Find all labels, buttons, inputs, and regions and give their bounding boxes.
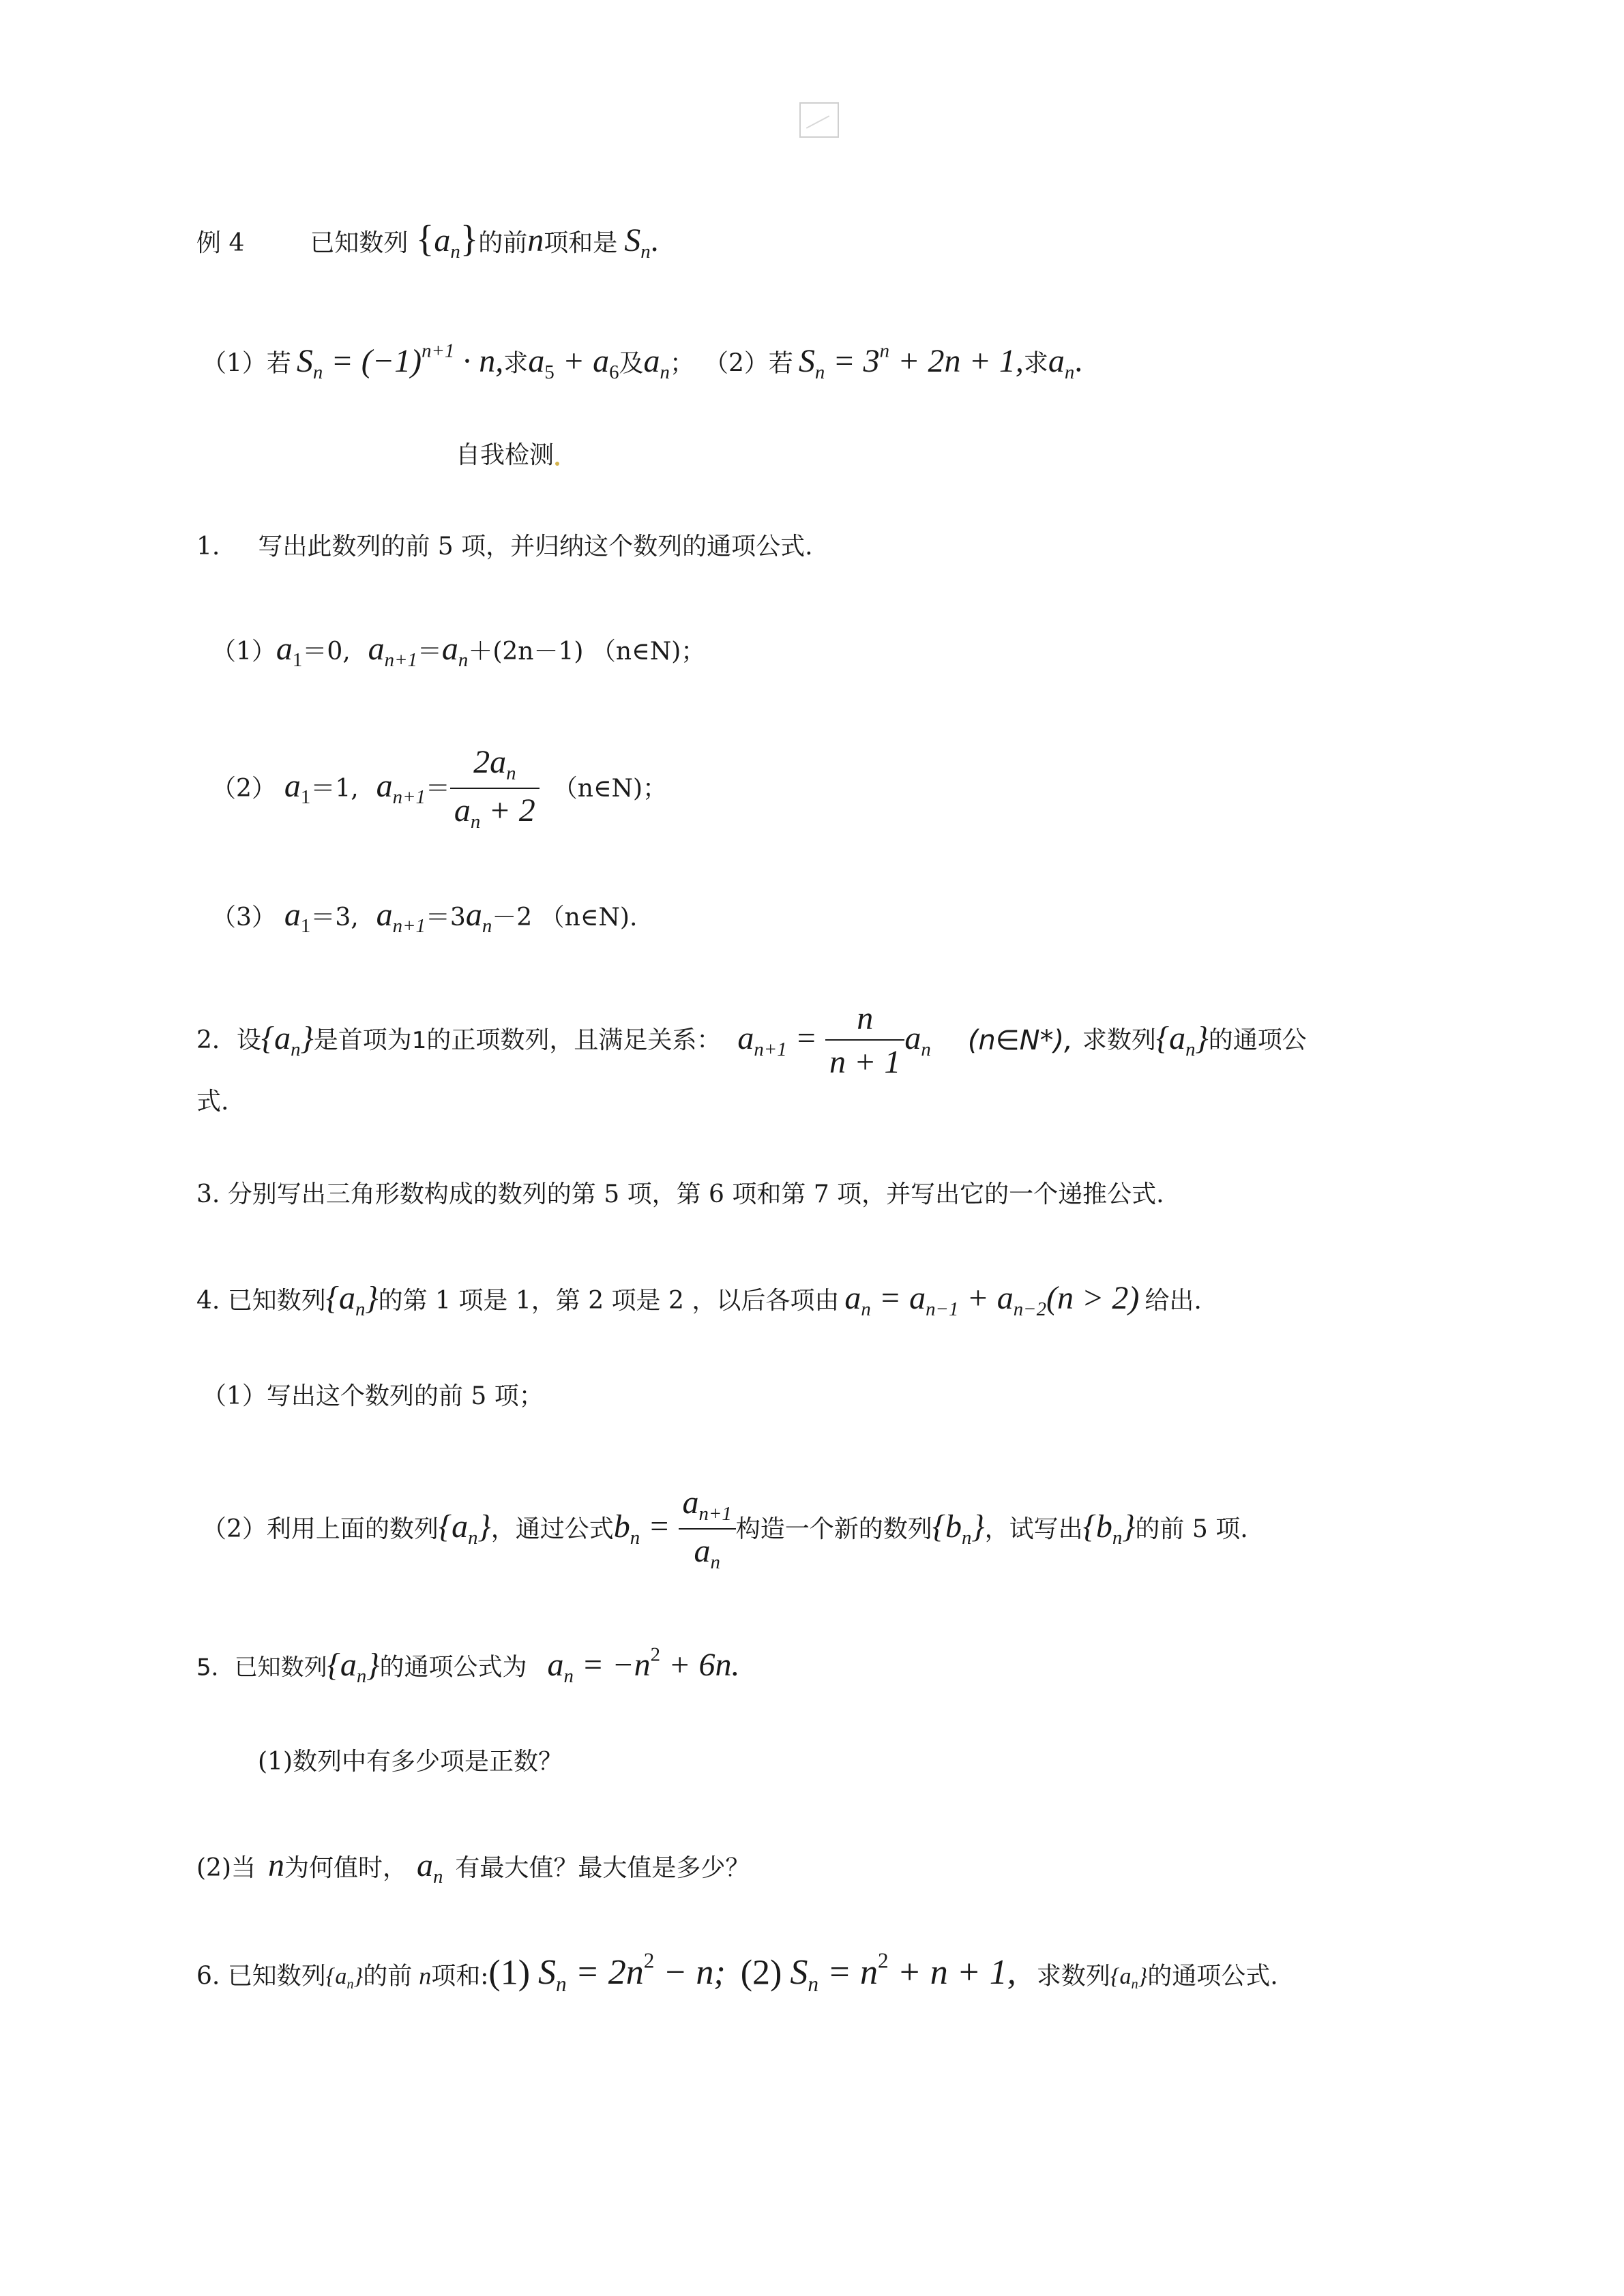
math-a1 bbox=[284, 897, 311, 938]
math-token: 2 bbox=[878, 1949, 889, 1973]
question-text: 3. 分别写出三角形数构成的数列的第 5 项，第 6 项和第 7 项，并写出它的一个递推公式. bbox=[196, 1180, 1164, 1208]
math-token: n bbox=[829, 1044, 846, 1080]
period: . bbox=[650, 222, 659, 258]
math-token: b bbox=[613, 1508, 630, 1545]
math-token: n bbox=[346, 1977, 354, 1993]
math-token: n bbox=[468, 1527, 478, 1549]
math-token: n bbox=[291, 1038, 301, 1060]
math-token: } bbox=[353, 1964, 364, 1990]
question-4-part-1 bbox=[202, 1384, 544, 1409]
math-token: 2 bbox=[643, 1949, 655, 1973]
math-token: a bbox=[376, 897, 393, 933]
math-general-term bbox=[547, 1643, 740, 1687]
math-token: a bbox=[335, 1964, 347, 1990]
math-token: 1 bbox=[300, 915, 311, 938]
math-token: n+1 bbox=[384, 649, 417, 672]
example-label: 例 4 bbox=[196, 229, 245, 257]
math-token: a bbox=[454, 792, 471, 829]
question-1-part-3 bbox=[211, 899, 637, 936]
math-token: n bbox=[1064, 361, 1075, 383]
math-token: a bbox=[643, 342, 660, 379]
math-token: a bbox=[490, 744, 507, 780]
math-token: a bbox=[465, 897, 482, 933]
math-token: { bbox=[1082, 1508, 1096, 1545]
math-token: = bbox=[640, 1508, 679, 1545]
text: 项和: bbox=[431, 1962, 489, 1991]
part-label: （2） bbox=[211, 774, 276, 803]
math-sequence-a bbox=[415, 218, 479, 263]
math-token: n bbox=[640, 241, 651, 263]
math-token: n bbox=[433, 1866, 443, 1888]
math-token: n bbox=[1185, 1038, 1196, 1060]
math-token: 2 bbox=[473, 744, 490, 780]
math-an1 bbox=[737, 1019, 826, 1060]
math-bn bbox=[613, 1508, 679, 1549]
math-sequence-a bbox=[438, 1508, 491, 1549]
math-token: n+1 bbox=[392, 915, 426, 938]
math-token: a bbox=[682, 1485, 699, 1521]
text: ，试写出 bbox=[984, 1515, 1083, 1543]
text: (2)当 bbox=[196, 1854, 256, 1882]
math-token: = 2n bbox=[566, 1953, 644, 1993]
question-number: 1. bbox=[196, 533, 220, 561]
math-a5-plus-a6 bbox=[528, 342, 619, 383]
text: 是首项为 bbox=[313, 1026, 412, 1054]
math-sequence-a-small bbox=[325, 1964, 364, 1993]
math-sum-2 bbox=[790, 1949, 1016, 1997]
math-token: n bbox=[857, 1000, 874, 1037]
question-number: 2．设 bbox=[196, 1026, 261, 1054]
math-token: + 2n + 1, bbox=[889, 342, 1024, 379]
text: （2）利用上面的数列 bbox=[202, 1515, 439, 1543]
math-token: n bbox=[1112, 1527, 1123, 1549]
math-recurrence bbox=[844, 1280, 1140, 1321]
math-token: S bbox=[296, 342, 313, 379]
math-token: a bbox=[441, 631, 458, 667]
text: 已知数列 bbox=[310, 229, 409, 257]
math-token: n bbox=[961, 1527, 972, 1549]
math-an1 bbox=[376, 768, 426, 809]
math-token: n bbox=[470, 810, 481, 833]
math-token: n+1 bbox=[754, 1038, 787, 1060]
math-token: n bbox=[482, 915, 492, 938]
math-sequence-a bbox=[327, 1646, 380, 1687]
math-token: a bbox=[368, 631, 385, 667]
text: （n∈N)； bbox=[552, 774, 668, 803]
question-5-part-2 bbox=[196, 1849, 750, 1887]
math-token: n+1 bbox=[698, 1503, 732, 1525]
math-an bbox=[441, 631, 469, 672]
math-token: n bbox=[458, 649, 469, 672]
math-token: = 3 bbox=[825, 342, 880, 379]
question-1-part-2 bbox=[211, 746, 667, 832]
math-token: + 6n. bbox=[660, 1646, 740, 1683]
math-expr bbox=[825, 340, 1024, 379]
text: (1)数列中有多少项是正数？ bbox=[258, 1748, 563, 1776]
fraction: $\frac{n}{n + 1}$ bbox=[825, 1002, 904, 1079]
text: 6. 已知数列 bbox=[196, 1962, 326, 1991]
math-token: { bbox=[327, 1646, 340, 1683]
math-sequence-a bbox=[325, 1280, 379, 1321]
math-an bbox=[1048, 342, 1075, 383]
math-sum-1 bbox=[538, 1949, 726, 1997]
text: 求数列 bbox=[1082, 1026, 1156, 1054]
math-token: S bbox=[624, 222, 641, 258]
text: 求 bbox=[503, 349, 529, 378]
math-token: a bbox=[376, 768, 393, 805]
math-sequence-b bbox=[1082, 1508, 1136, 1549]
text: ＝3, bbox=[310, 904, 359, 931]
math-sequence-a bbox=[261, 1019, 314, 1060]
math-token: n+1 bbox=[422, 340, 455, 361]
math-n: n bbox=[419, 1962, 432, 1990]
math-token: S bbox=[538, 1953, 557, 1993]
math-token: + bbox=[554, 342, 593, 379]
text: 求 bbox=[1023, 349, 1048, 378]
math-token: { bbox=[415, 218, 434, 259]
text: （1）写出这个数列的前 5 项； bbox=[202, 1382, 544, 1410]
math-token: a bbox=[452, 1508, 469, 1545]
math-token: = n bbox=[818, 1953, 879, 1993]
question-2-wrap bbox=[196, 1090, 228, 1114]
question-3 bbox=[196, 1182, 1164, 1207]
math-token: = bbox=[870, 1280, 910, 1316]
text: 5．已知数列 bbox=[196, 1654, 327, 1682]
section-title: 自我检测 bbox=[456, 441, 555, 469]
example-4-line bbox=[196, 220, 659, 262]
math-token: + bbox=[958, 1280, 997, 1316]
math-Sn bbox=[798, 342, 825, 383]
math-token: n−2 bbox=[1013, 1298, 1046, 1321]
question-6 bbox=[196, 1950, 1278, 1995]
math-token: a bbox=[904, 1019, 921, 1056]
question-text: 写出此数列的前 5 项，并归纳这个数列的通项公式. bbox=[258, 533, 813, 561]
math-token: = −n bbox=[573, 1646, 651, 1683]
math-an bbox=[904, 1019, 931, 1060]
math-token: S bbox=[798, 342, 815, 379]
text: 构造一个新的数列 bbox=[735, 1515, 932, 1543]
math-token: { bbox=[261, 1019, 275, 1056]
math-n: n bbox=[268, 1847, 284, 1883]
math-token: a bbox=[593, 342, 610, 379]
question-4-part-2 bbox=[202, 1487, 1248, 1572]
math-token: a bbox=[284, 768, 301, 805]
math-token: 6 bbox=[609, 361, 619, 383]
math-an bbox=[465, 897, 492, 938]
math-token: b bbox=[945, 1508, 962, 1545]
math-token: n bbox=[710, 1551, 720, 1573]
math-token: + n + 1, bbox=[888, 1953, 1016, 1993]
math-token: { bbox=[1155, 1019, 1170, 1056]
math-token: a bbox=[276, 631, 293, 667]
math-token: − n; bbox=[654, 1953, 726, 1993]
text: 的前 bbox=[363, 1962, 413, 1991]
text: 为何值时， bbox=[284, 1854, 408, 1882]
math-token: · n, bbox=[454, 342, 504, 379]
math-token: a bbox=[547, 1646, 564, 1683]
text: ＝3 bbox=[425, 904, 466, 931]
math-token: n bbox=[556, 1972, 567, 1997]
math-token: a bbox=[284, 897, 301, 933]
fraction bbox=[450, 746, 540, 832]
math-token: n bbox=[506, 762, 516, 785]
math-token: a bbox=[1048, 342, 1065, 379]
math-token: 1 bbox=[300, 786, 311, 809]
text: 项和是 bbox=[544, 229, 618, 257]
question-1 bbox=[196, 535, 813, 559]
math-token: n bbox=[660, 361, 670, 383]
text: －2 （n∈N). bbox=[492, 904, 638, 931]
math-token: n bbox=[861, 1298, 871, 1321]
part-1-label: （1）若 bbox=[202, 349, 291, 378]
part-2-label: （2）若 bbox=[703, 349, 793, 378]
text: 给出. bbox=[1145, 1287, 1202, 1315]
math-token: } bbox=[460, 218, 479, 259]
math-token: 1 bbox=[292, 649, 303, 672]
math-token: n bbox=[355, 1298, 366, 1321]
math-token: a bbox=[694, 1532, 711, 1569]
text: ＋(2n－1) （n∈N)； bbox=[468, 638, 706, 666]
text: 1 bbox=[411, 1027, 427, 1054]
math-an1 bbox=[376, 897, 426, 938]
part-2-label: (2) bbox=[740, 1953, 782, 1993]
text: 有最大值？最大值是多少？ bbox=[455, 1854, 750, 1882]
math-token: n bbox=[312, 361, 323, 383]
math-sequence-a-small bbox=[1110, 1964, 1148, 1993]
example-4-subquestions bbox=[202, 341, 1082, 382]
math-token: { bbox=[325, 1964, 336, 1990]
math-token: n bbox=[879, 340, 890, 361]
part-1-label: (1) bbox=[488, 1953, 531, 1993]
question-5 bbox=[196, 1645, 739, 1686]
question-4 bbox=[196, 1282, 1202, 1320]
math-token: { bbox=[438, 1508, 452, 1545]
part-label: （3） bbox=[211, 904, 276, 931]
text: ＝ bbox=[417, 638, 442, 666]
math-token: a bbox=[528, 342, 545, 379]
text: 的前 bbox=[478, 229, 528, 257]
text: 的第 1 项是 1，第 2 项是 2 ，以后各项由 bbox=[378, 1287, 840, 1315]
text: 的正项数列，且满足关系： bbox=[426, 1026, 722, 1054]
math-token: { bbox=[932, 1508, 945, 1545]
math-token: a bbox=[1169, 1019, 1186, 1056]
math-token: + 2 bbox=[480, 792, 535, 829]
math-an bbox=[643, 342, 670, 383]
text: 的前 5 项. bbox=[1135, 1515, 1248, 1543]
text: ＝ bbox=[425, 774, 450, 803]
text: 式. bbox=[196, 1088, 229, 1116]
text: 及 bbox=[619, 349, 644, 378]
text: 4. 已知数列 bbox=[196, 1287, 326, 1315]
math-token: n+1 bbox=[392, 786, 426, 809]
math-token: 5 bbox=[544, 361, 555, 383]
condition: (n∈N*), bbox=[967, 1025, 1073, 1056]
math-token: S bbox=[790, 1953, 808, 1993]
question-5-part-1 bbox=[258, 1750, 563, 1774]
math-a1 bbox=[284, 768, 311, 809]
text: ＝1, bbox=[310, 774, 359, 803]
math-token: a bbox=[339, 1280, 355, 1316]
math-token: (n > 2) bbox=[1046, 1280, 1140, 1316]
math-token: n bbox=[563, 1665, 574, 1687]
math-token: a bbox=[340, 1646, 357, 1683]
math-token: n bbox=[356, 1665, 367, 1687]
text: ； bbox=[669, 349, 694, 378]
math-token: = (−1) bbox=[323, 342, 422, 379]
question-1-part-1 bbox=[211, 633, 705, 670]
math-token: n bbox=[630, 1527, 640, 1549]
text: 的通项公式. bbox=[1147, 1962, 1278, 1991]
math-token: { bbox=[1110, 1964, 1120, 1990]
text: ＝0, bbox=[302, 638, 351, 666]
text: 求数列 bbox=[1036, 1962, 1110, 1991]
math-token: b bbox=[1095, 1508, 1112, 1545]
math-token: } bbox=[366, 1646, 380, 1683]
math-token: a bbox=[996, 1280, 1014, 1316]
math-token: a bbox=[844, 1280, 861, 1316]
math-token: a bbox=[1119, 1964, 1132, 1990]
header-logo-icon bbox=[799, 102, 839, 138]
math-token: n−1 bbox=[926, 1298, 959, 1321]
math-Sn bbox=[624, 222, 651, 263]
fraction bbox=[679, 1487, 736, 1572]
math-sequence-a bbox=[1155, 1019, 1209, 1060]
math-token: } bbox=[971, 1508, 985, 1545]
math-token: 2 bbox=[650, 1643, 661, 1665]
math-n: n bbox=[527, 222, 544, 258]
math-token: } bbox=[365, 1280, 379, 1316]
math-token: a bbox=[417, 1847, 434, 1883]
math-token: a bbox=[737, 1019, 754, 1056]
math-token: n bbox=[921, 1038, 931, 1060]
math-Sn bbox=[296, 342, 323, 383]
math-token: } bbox=[1195, 1019, 1209, 1056]
question-2 bbox=[196, 1002, 1307, 1079]
math-token: { bbox=[325, 1280, 339, 1316]
period: . bbox=[1074, 342, 1083, 379]
math-a1 bbox=[276, 631, 303, 672]
math-token: n bbox=[814, 361, 825, 383]
math-token: a bbox=[434, 222, 451, 258]
math-token: n bbox=[808, 1972, 818, 1997]
math-expr bbox=[323, 340, 504, 379]
math-an bbox=[417, 1847, 443, 1888]
self-check-heading bbox=[456, 443, 559, 468]
part-label: （1） bbox=[211, 638, 276, 666]
math-token: } bbox=[1122, 1508, 1136, 1545]
math-token: n bbox=[1131, 1977, 1138, 1993]
math-token: n bbox=[450, 241, 460, 263]
math-token: } bbox=[300, 1019, 314, 1056]
math-token: = bbox=[786, 1019, 826, 1056]
text: ，通过公式 bbox=[490, 1515, 614, 1543]
math-token: } bbox=[477, 1508, 491, 1545]
text: 的通项公 bbox=[1208, 1026, 1307, 1054]
math-token: a bbox=[909, 1280, 926, 1316]
marker-dot-icon bbox=[555, 462, 559, 466]
math-token: } bbox=[1138, 1964, 1148, 1990]
math-an1 bbox=[368, 631, 417, 672]
math-sequence-b bbox=[932, 1508, 985, 1549]
text: 的通项公式为 bbox=[379, 1653, 527, 1682]
math-token: a bbox=[274, 1019, 291, 1056]
